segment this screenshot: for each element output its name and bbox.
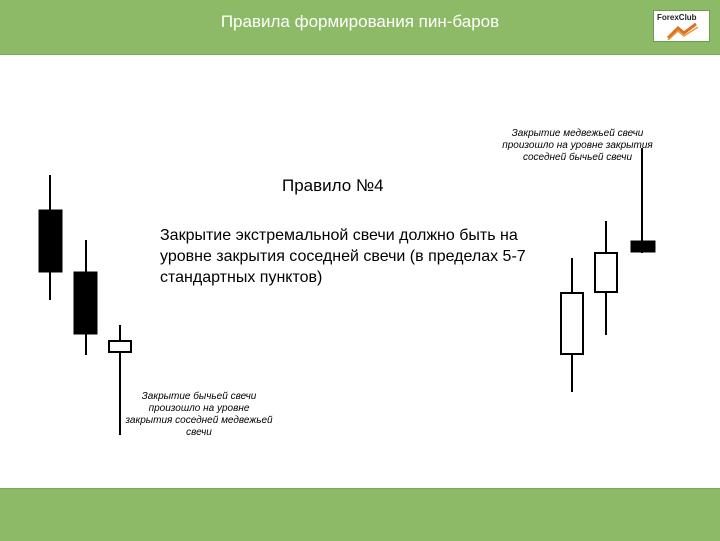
candle-right-2 <box>595 221 617 335</box>
rule-description: Закрытие экстремальной свечи должно быть на уровне закрытия соседней свечи (в пределах 5-7 стандартных пунктов) <box>160 227 526 286</box>
slide-title: Правила формирования пин-баров <box>220 12 500 31</box>
bullish-close-annotation: Закрытие бычьей свечи произошло на уровне закрытия соседней медвежьей свечи <box>125 391 273 438</box>
rule-heading: Правило №4 <box>282 176 384 195</box>
candle-right-1 <box>561 258 583 392</box>
bearish-close-annotation: Закрытие медвежьей свечи произошло на уровне закрытия соседней бычьей свечи <box>502 128 653 163</box>
candle-left-1 <box>39 175 62 300</box>
logo-text: ForexClub <box>657 13 697 22</box>
candle-left-2 <box>74 240 97 355</box>
footer-bar <box>0 488 720 541</box>
